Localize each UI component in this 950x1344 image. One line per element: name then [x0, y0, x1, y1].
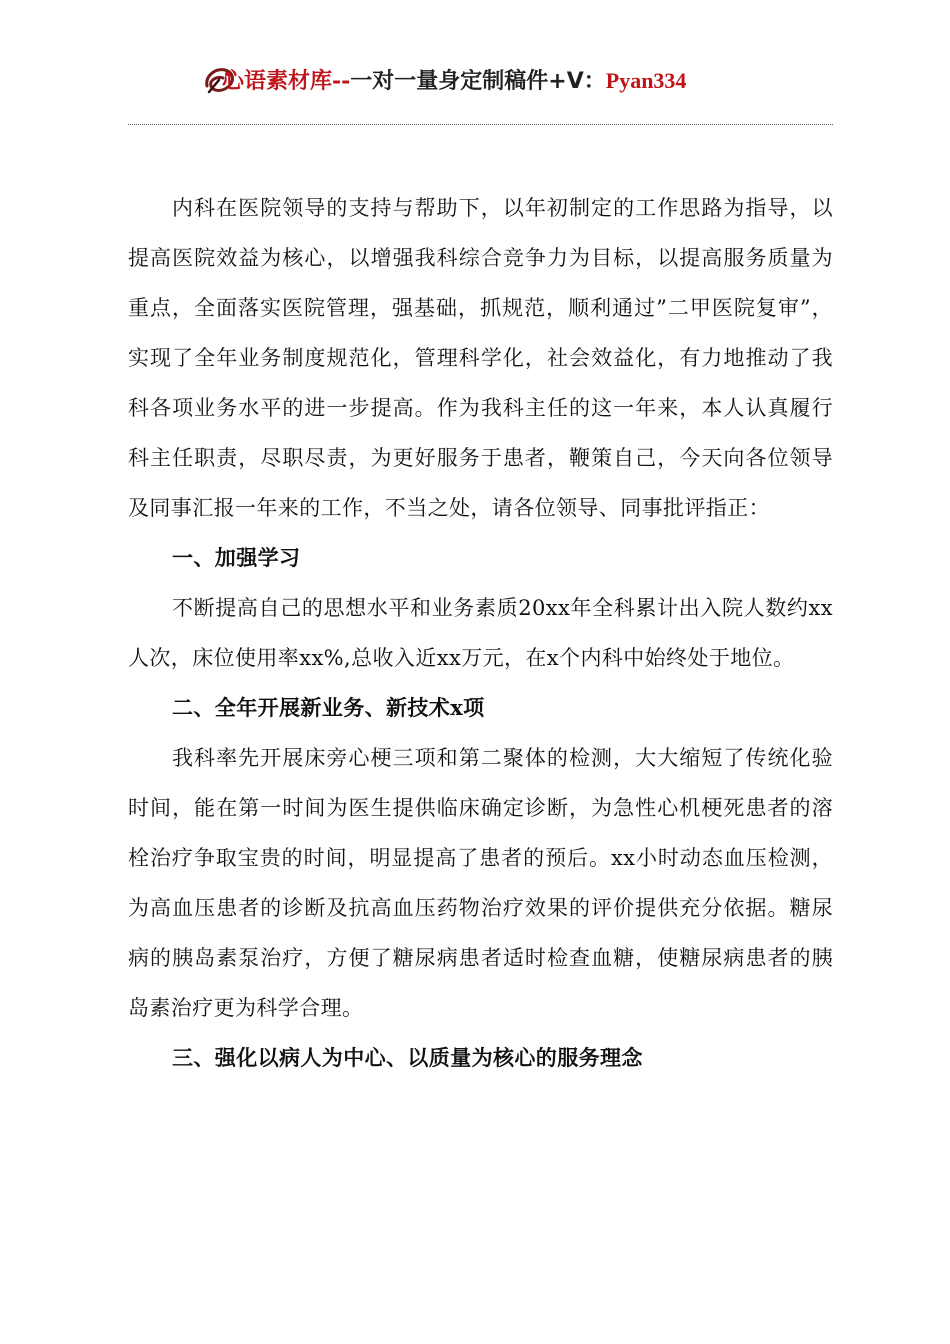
contact-id: Pyan334: [605, 68, 687, 93]
document-body: [128, 183, 833, 1083]
section-paragraph: 不断提高自己的思想水平和业务素质20xx年全科累计出入院人数约xx人次，床位使用率xx%,总收入近xx万元，在x个内科中始终处于地位。: [128, 596, 833, 670]
section-heading: 一、加强学习: [172, 545, 301, 570]
intro-paragraph: 内科在医院领导的支持与帮助下，以年初制定的工作思路为指导，以提高医院效益为核心，以增强我科综合竞争力为目标，以提高服务质量为重点，全面落实医院管理，强基础，抓规范，顺利通过”二甲医院复审”，实现了全年业务制度规范化，管理科学化，社会效益化，有力地推动了我科各项业务水平的进一步提高。作为我科主任的这一年来，本人认真履行科主任职责，尽职尽责，为更好服务于患者，鞭策自己，今天向各位领导及同事汇报一年来的工作，不当之处，请各位领导、同事批评指正：: [128, 196, 833, 520]
section-heading: 三、强化以病人为中心、以质量为核心的服务理念: [172, 1045, 643, 1070]
header-title: [222, 66, 686, 97]
brand-name: 心语素材库: [222, 69, 333, 94]
page-header: [0, 58, 950, 104]
header-divider: [128, 124, 833, 125]
section-heading: 二、全年开展新业务、新技术x项: [172, 695, 485, 720]
section-paragraph: 我科率先开展床旁心梗三项和第二聚体的检测，大大缩短了传统化验时间，能在第一时间为医生提供临床确定诊断，为急性心机梗死患者的溶栓治疗争取宝贵的时间，明显提高了患者的预后。xx小时动态血压检测，为高血压患者的诊断及抗高血压药物治疗效果的评价提供充分依据。糖尿病的胰岛素泵治疗，方便了糖尿病患者适时检查血糖，使糖尿病患者的胰岛素治疗更为科学合理。: [128, 746, 833, 1020]
header-slogan: 一对一量身定制稿件+V：: [350, 69, 606, 94]
header-separator: --: [332, 68, 351, 94]
